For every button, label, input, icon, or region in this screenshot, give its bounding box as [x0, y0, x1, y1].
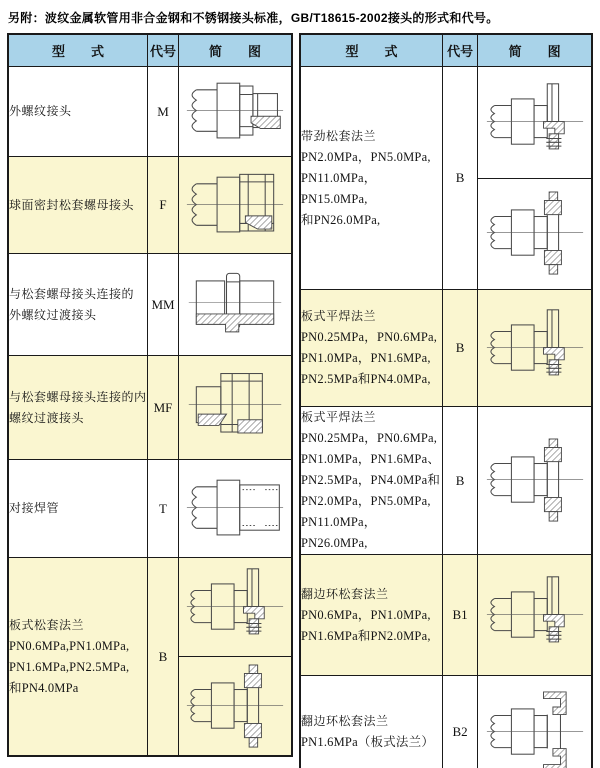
table-row: [8, 356, 292, 460]
type-text-line: PN2.0MPa，PN5.0MPa,: [301, 149, 431, 164]
fitting-code-cell: B: [442, 290, 477, 407]
header-row: [300, 34, 592, 67]
table-row: [8, 67, 292, 157]
fitting-type-cell: [8, 558, 148, 757]
fitting-code-cell: T: [148, 460, 179, 558]
male-thread-diagram-icon: [179, 67, 291, 156]
type-text-line: PN0.25MPa，PN0.6MPa,: [301, 330, 438, 344]
fitting-type-cell: [8, 67, 148, 157]
type-text-line: PN0.6MPa，PN1.0MPa,: [301, 607, 431, 622]
type-text-line: PN0.6MPa,PN1.0MPa,: [9, 638, 130, 653]
fitting-code-cell: B: [148, 558, 179, 757]
type-text-line: PN0.25MPa，PN0.6MPa,: [301, 431, 438, 445]
type-text-line: 翻边环松套法兰: [301, 714, 389, 728]
fitting-type-cell: [300, 407, 442, 555]
flange-tall-diagram-icon: [478, 290, 591, 406]
diagram-cell: [478, 290, 592, 407]
type-text-line: 外螺纹过渡接头: [9, 307, 97, 322]
type-text-line: 带劲松套法兰: [301, 128, 377, 143]
table-row: [300, 290, 592, 407]
header-type: 型 式: [8, 34, 148, 67]
type-text-line: PN11.0MPa，PN15.0MPa,: [301, 170, 377, 206]
flange-tall-diagram-icon: [179, 558, 291, 656]
table-row: [8, 460, 292, 558]
fitting-type-cell: [300, 676, 442, 768]
fitting-code-cell: MM: [148, 254, 179, 356]
fitting-type-cell: [8, 157, 148, 254]
union-nut-diagram-icon: [179, 157, 291, 253]
flange-tall-diagram-icon: [478, 555, 591, 675]
type-text-line: 螺纹过渡接头: [9, 410, 85, 425]
type-text-line: 球面密封松套螺母接头: [9, 197, 135, 212]
fitting-code-cell: M: [148, 67, 179, 157]
header-row: [8, 34, 292, 67]
type-text-line: PN1.6MPa,PN2.5MPa,: [9, 659, 130, 674]
diagram-cell: [179, 558, 293, 757]
header-code: 代号: [442, 34, 477, 67]
flange-hatch-diagram-icon: [478, 178, 591, 290]
diagram-cell: [478, 67, 592, 290]
fitting-type-cell: [300, 555, 442, 676]
table-row: [300, 555, 592, 676]
header-type: 型 式: [300, 34, 442, 67]
type-text-line: 翻边环松套法兰: [301, 586, 389, 601]
type-text-line: 外螺纹接头: [9, 104, 72, 118]
fitting-code-cell: B: [442, 407, 477, 555]
mf-adapter-diagram-icon: [179, 356, 291, 459]
flange-b2-diagram-icon: [478, 676, 591, 768]
right-table-body: [300, 67, 592, 768]
type-text-line: PN1.6MPa（板式法兰）: [301, 735, 435, 749]
type-text-line: 板式松套法兰: [9, 617, 85, 632]
fitting-type-cell: [8, 460, 148, 558]
table-row: [8, 558, 292, 757]
tables-row: [0, 33, 600, 768]
type-text-line: 板式平焊法兰: [301, 309, 377, 323]
table-row: [8, 157, 292, 254]
diagram-cell: [179, 254, 293, 356]
doc-title: 另附：波纹金属软管用非合金钢和不锈钢接头标准，GB/T18615-2002接头的形式和代号。: [8, 11, 499, 25]
fitting-code-cell: B: [442, 67, 477, 290]
type-text-line: PN2.5MPa和PN4.0MPa,: [301, 372, 431, 386]
type-text-line: 与松套螺母接头连接的: [9, 286, 135, 301]
header-diagram: 简 图: [478, 34, 592, 67]
fitting-type-cell: [8, 254, 148, 356]
butt-weld-diagram-icon: [179, 460, 291, 557]
table-row: [300, 407, 592, 555]
type-text-line: 和PN4.0MPa: [9, 680, 79, 695]
mm-adapter-diagram-icon: [179, 254, 291, 355]
type-text-line: 板式平焊法兰: [301, 410, 377, 424]
type-text-line: 和PN26.0MPa,: [301, 212, 381, 227]
fitting-table-right: [299, 33, 593, 768]
header-diagram: 简 图: [179, 34, 293, 67]
type-text-line: PN2.0MPa，PN5.0MPa,: [301, 494, 431, 508]
diagram-cell: [179, 67, 293, 157]
type-text-line: PN11.0MPa，PN26.0MPa,: [301, 515, 377, 550]
diagram-cell: [478, 407, 592, 555]
fitting-table-left: [7, 33, 293, 757]
type-text-line: PN1.0MPa，PN1.6MPa,: [301, 351, 431, 365]
fitting-code-cell: B2: [442, 676, 477, 768]
type-text-line: PN1.0MPa，PN1.6MPa、: [301, 452, 441, 466]
table-row: [300, 67, 592, 290]
fitting-code-cell: B1: [442, 555, 477, 676]
fitting-type-cell: [8, 356, 148, 460]
left-table-body: [8, 67, 292, 757]
flange-hatch-diagram-icon: [478, 424, 591, 538]
fitting-type-cell: [300, 67, 442, 290]
diagram-cell: [179, 157, 293, 254]
flange-hatch-diagram-icon: [179, 656, 291, 755]
diagram-cell: [478, 555, 592, 676]
type-text-line: PN2.5MPa，PN4.0MPa和: [301, 473, 441, 487]
table-row: [300, 676, 592, 768]
header-code: 代号: [148, 34, 179, 67]
fitting-code-cell: MF: [148, 356, 179, 460]
type-text-line: 对接焊管: [9, 501, 60, 515]
fitting-code-cell: F: [148, 157, 179, 254]
diagram-cell: [179, 356, 293, 460]
type-text-line: 与松套螺母接头连接的内: [9, 389, 147, 404]
flange-tall-diagram-icon: [478, 67, 591, 178]
table-row: [8, 254, 292, 356]
fitting-type-cell: [300, 290, 442, 407]
diagram-cell: [179, 460, 293, 558]
type-text-line: PN1.6MPa和PN2.0MPa,: [301, 628, 431, 643]
diagram-cell: [478, 676, 592, 768]
